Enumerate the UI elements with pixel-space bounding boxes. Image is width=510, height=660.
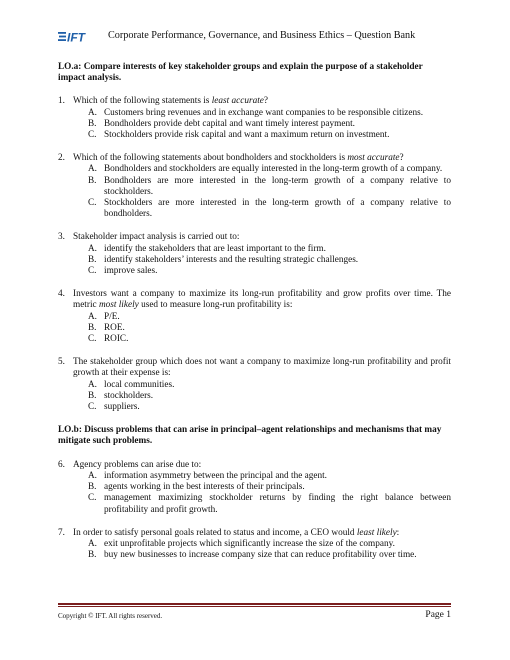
question-number: 1.	[58, 96, 65, 107]
question-item	[58, 96, 451, 141]
page-header	[58, 30, 458, 48]
page-footer	[58, 603, 451, 620]
question-bank-content	[58, 62, 451, 573]
lo-heading: LO.b: Discuss problems that can arise in principal–agent relationships and mechanisms that may mitigate such problems.	[58, 425, 442, 447]
answer-option	[58, 493, 451, 515]
option-text: Stockholders provide risk capital and want a maximum return on investment.	[104, 130, 390, 141]
answer-option	[58, 198, 451, 220]
answer-option	[58, 164, 451, 175]
option-text: identify stakeholders’ interests and the resulting strategic challenges.	[104, 254, 359, 265]
option-text: management maximizing stockholder returns by finding the right balance between profitability and profit growth.	[104, 493, 451, 515]
question-stem	[58, 153, 451, 164]
answer-options	[58, 312, 451, 346]
answer-option	[58, 482, 451, 493]
answer-option	[58, 323, 451, 334]
option-text: ROE.	[104, 322, 125, 333]
answer-option	[58, 380, 451, 391]
question-text: Agency problems can arise due to:	[73, 459, 202, 470]
option-text: local communities.	[104, 379, 175, 390]
footer-rule	[58, 603, 451, 605]
option-text: buy new businesses to increase company size that can reduce profitability over time.	[104, 550, 417, 561]
question-item	[58, 528, 451, 562]
page-number: Page 1	[425, 610, 451, 620]
answer-option	[58, 471, 451, 482]
question-text: Which of the following statements is least accurate?	[73, 96, 268, 107]
svg-text:IFT: IFT	[67, 31, 85, 43]
option-text: improve sales.	[104, 266, 158, 277]
question-text: Which of the following statements about bondholders and stockholders is most accurate?	[73, 153, 404, 164]
answer-option	[58, 119, 451, 130]
answer-options	[58, 108, 451, 142]
question-item	[58, 153, 451, 220]
answer-option	[58, 539, 451, 550]
option-letter: C.	[88, 334, 97, 345]
question-number: 2.	[58, 153, 65, 164]
question-number: 3.	[58, 232, 65, 243]
option-text: Bondholders are more interested in the long-term growth of a company relative to stockholders.	[104, 175, 451, 197]
question-stem	[58, 96, 451, 107]
answer-option	[58, 391, 451, 402]
question-stem	[58, 460, 451, 471]
option-letter: C.	[88, 130, 97, 141]
question-text: Stakeholder impact analysis is carried out to:	[73, 232, 240, 243]
option-letter: A.	[88, 243, 97, 254]
option-letter: A.	[88, 538, 97, 549]
question-number: 6.	[58, 459, 65, 470]
ift-logo	[58, 31, 94, 43]
question-item	[58, 460, 451, 516]
question-number: 4.	[58, 289, 65, 300]
answer-option	[58, 244, 451, 255]
option-letter: C.	[88, 266, 97, 277]
header-title: Corporate Performance, Governance, and Business Ethics – Question Bank	[108, 30, 416, 41]
answer-option	[58, 312, 451, 323]
option-letter: C.	[88, 493, 97, 504]
answer-options	[58, 244, 451, 278]
option-text: P/E.	[104, 311, 120, 322]
option-letter: B.	[88, 550, 97, 561]
option-letter: B.	[88, 118, 97, 129]
answer-option	[58, 176, 451, 198]
option-text: information asymmetry between the principal and the agent.	[104, 470, 327, 481]
option-text: Bondholders and stockholders are equally interested in the long-term growth of a company.	[104, 164, 443, 175]
option-text: exit unprofitable projects which significantly increase the size of the company.	[104, 538, 395, 549]
option-letter: A.	[88, 379, 97, 390]
footer-rule-thin	[58, 606, 451, 607]
option-letter: B.	[88, 322, 97, 333]
question-stem	[58, 528, 451, 539]
option-text: identify the stakeholders that are least important to the firm.	[104, 243, 326, 254]
answer-option	[58, 402, 451, 413]
option-text: Stockholders are more interested in the long-term growth of a company relative to bondholders.	[104, 198, 451, 220]
option-letter: B.	[88, 390, 97, 401]
copyright-text: Copyright © IFT. All rights reserved.	[58, 612, 163, 620]
option-text: suppliers.	[104, 402, 140, 413]
answer-options	[58, 539, 451, 561]
answer-option	[58, 550, 451, 561]
question-item	[58, 357, 451, 413]
question-stem	[58, 232, 451, 243]
answer-options	[58, 471, 451, 516]
answer-option	[58, 255, 451, 266]
lo-heading: LO.a: Compare interests of key stakeholder groups and explain the purpose of a stakeholder impact analysis.	[58, 62, 423, 84]
question-item	[58, 289, 451, 345]
question-number: 7.	[58, 527, 65, 538]
option-letter: C.	[88, 198, 97, 209]
question-text: The stakeholder group which does not want a company to maximize long-run profitability and profit growth at their expense is:	[73, 357, 451, 379]
question-text: In order to satisfy personal goals related to status and income, a CEO would least likely:	[73, 527, 400, 538]
answer-option	[58, 130, 451, 141]
question-stem	[58, 357, 451, 379]
answer-options	[58, 164, 451, 220]
option-letter: B.	[88, 482, 97, 493]
answer-options	[58, 380, 451, 414]
option-letter: A.	[88, 164, 97, 175]
option-text: Customers bring revenues and in exchange want companies to be responsible citizens.	[104, 107, 424, 118]
question-stem	[58, 289, 451, 311]
answer-option	[58, 266, 451, 277]
answer-option	[58, 334, 451, 345]
answer-option	[58, 108, 451, 119]
option-letter: B.	[88, 254, 97, 265]
question-text: Investors want a company to maximize its long-run profitability and grow profits over time. The metric most likely used to measure long-run profitability is:	[73, 289, 451, 311]
option-text: ROIC.	[104, 334, 129, 345]
option-text: Bondholders provide debt capital and want timely interest payment.	[104, 118, 355, 129]
option-text: stockholders.	[104, 390, 154, 401]
option-letter: A.	[88, 470, 97, 481]
option-letter: B.	[88, 175, 97, 186]
option-letter: C.	[88, 402, 97, 413]
option-letter: A.	[88, 311, 97, 322]
question-item	[58, 232, 451, 277]
option-text: agents working in the best interests of their principals.	[104, 482, 305, 493]
option-letter: A.	[88, 107, 97, 118]
question-number: 5.	[58, 357, 65, 368]
